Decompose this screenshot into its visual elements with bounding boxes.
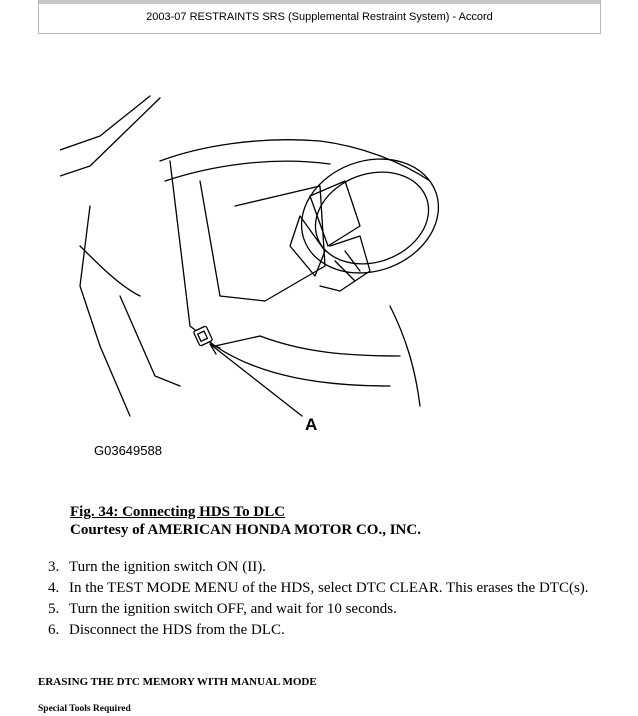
section-heading: ERASING THE DTC MEMORY WITH MANUAL MODE [38, 676, 317, 688]
header-title: 2003-07 RESTRAINTS SRS (Supplemental Restraint System) - Accord [146, 11, 493, 23]
header-strip [39, 0, 600, 4]
step-item [48, 599, 608, 619]
dashboard-illustration [60, 86, 440, 466]
step-text: In the TEST MODE MENU of the HDS, select DTC CLEAR. This erases the DTC(s). [69, 580, 589, 596]
callout-label: A [305, 415, 318, 434]
figure-caption-title: Fig. 34: Connecting HDS To DLC [70, 504, 286, 520]
step-number: 3. [48, 559, 60, 575]
step-text: Turn the ignition switch OFF, and wait for 10 seconds. [69, 601, 397, 617]
step-number: 5. [48, 601, 60, 617]
step-text: Turn the ignition switch ON (II). [69, 559, 266, 575]
procedure-steps [48, 557, 608, 641]
page-header [38, 0, 601, 34]
step-item [48, 578, 608, 598]
figure-caption [70, 503, 421, 539]
figure-code: G03649588 [94, 443, 162, 458]
step-number: 4. [48, 580, 60, 596]
step-item [48, 620, 608, 640]
step-number: 6. [48, 622, 60, 638]
figure-caption-courtesy: Courtesy of AMERICAN HONDA MOTOR CO., INC. [70, 522, 421, 538]
step-item [48, 557, 608, 577]
sub-heading: Special Tools Required [38, 704, 131, 714]
step-text: Disconnect the HDS from the DLC. [69, 622, 285, 638]
